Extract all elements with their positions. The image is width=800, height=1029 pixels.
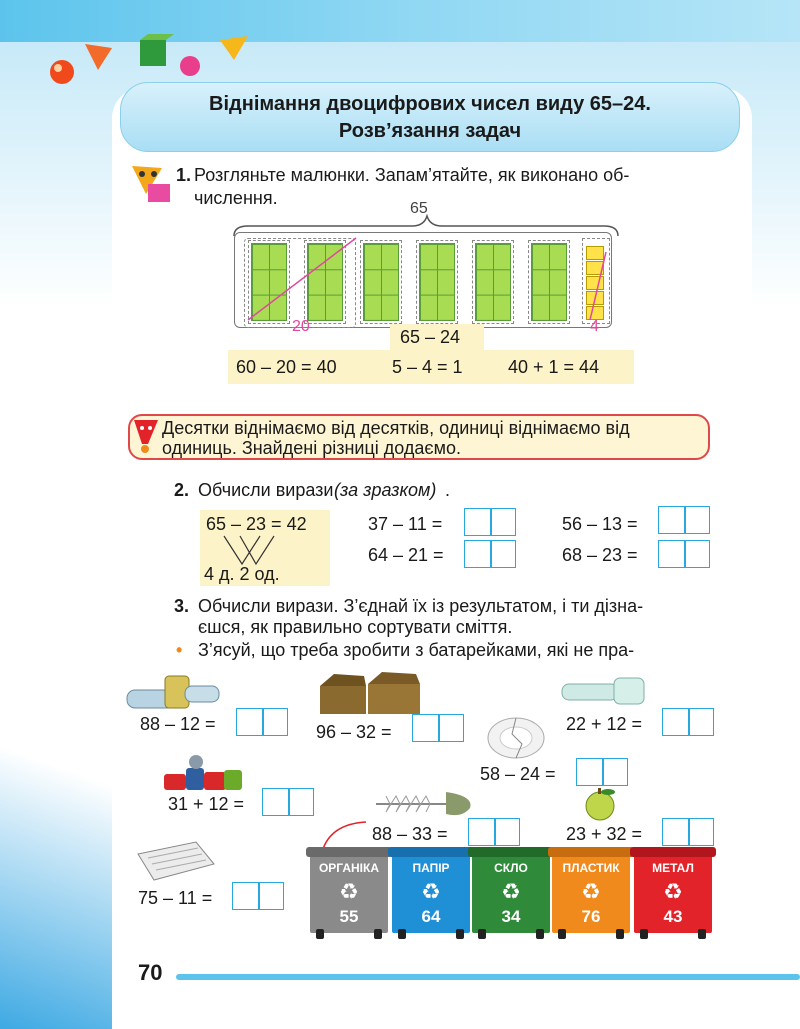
task2-hint: (за зразком)	[334, 480, 437, 500]
recycle-icon: ♻	[501, 879, 521, 904]
answer-box[interactable]	[658, 506, 710, 534]
bin-number: 34	[501, 907, 521, 926]
newspapers-picture	[134, 840, 218, 884]
answer-box[interactable]	[412, 714, 464, 742]
shapes-mascot-icon	[128, 160, 176, 204]
recycle-icon: ♻	[421, 879, 441, 904]
expr-68-23: 68 – 23 =	[562, 545, 638, 565]
title-line-1: Віднімання двоцифрових чисел виду 65–24.	[209, 93, 651, 115]
bin-plastic	[552, 853, 630, 933]
lesson-title	[120, 82, 740, 152]
sample-result: 4 д. 2 од.	[204, 564, 280, 584]
sample-equation: 65 – 23 = 42	[206, 514, 307, 534]
answer-box[interactable]	[468, 818, 520, 846]
answer-box[interactable]	[658, 540, 710, 568]
apple-core-picture	[574, 788, 626, 822]
bin-label: ПАПІР	[412, 861, 450, 875]
glass-bottles-picture	[560, 676, 650, 708]
answer-box[interactable]	[464, 540, 516, 568]
answer-box[interactable]	[236, 708, 288, 736]
expr-37-11: 37 – 11 =	[368, 514, 443, 534]
footer-line	[176, 974, 800, 980]
task3-text-line3: З’ясуй, що треба зробити з батарейками, які не пра-	[198, 640, 635, 660]
bin-label: ПЛАСТИК	[562, 861, 620, 875]
bin-label: СКЛО	[494, 861, 528, 875]
expr-75-11: 75 – 11 =	[138, 888, 213, 908]
bin-number: 76	[581, 907, 601, 926]
recycle-icon: ♻	[339, 879, 359, 904]
bin-metal	[634, 853, 712, 933]
answer-box[interactable]	[464, 508, 516, 536]
page-number: 70	[138, 960, 163, 985]
corner-decoration	[0, 600, 120, 1029]
bin-label: МЕТАЛ	[652, 861, 694, 875]
answer-box[interactable]	[662, 818, 714, 846]
equation-units: 5 – 4 = 1	[392, 357, 463, 377]
expr-22-12: 22 + 12 =	[566, 714, 643, 734]
task3-text-line2: єшся, як правильно сортувати сміття.	[198, 617, 513, 637]
task2-text: Обчисли вирази	[198, 480, 334, 500]
decorative-shapes	[40, 30, 260, 90]
cardboard-boxes-picture	[316, 672, 426, 718]
task1-number: 1.	[176, 165, 192, 185]
bin-number: 55	[339, 907, 359, 926]
tin-cans-picture	[160, 754, 246, 794]
bin-label: ОРГАНІКА	[318, 861, 380, 875]
rule-text-line2: одиниць. Знайдені різниці додаємо.	[162, 438, 461, 458]
bin-number: 64	[421, 907, 441, 926]
answer-box[interactable]	[576, 758, 628, 786]
label-4: 4	[590, 318, 599, 335]
task1-expression: 65 – 24	[400, 327, 461, 347]
expr-56-13: 56 – 13 =	[562, 514, 638, 534]
equation-tens: 60 – 20 = 40	[236, 357, 337, 377]
answer-box[interactable]	[662, 708, 714, 736]
expr-31-12: 31 + 12 =	[168, 794, 245, 814]
expr-96-32: 96 – 32 =	[316, 722, 392, 742]
broken-plate-picture	[486, 714, 548, 760]
expr-58-24: 58 – 24 =	[480, 764, 556, 784]
task1-text-line2: числення.	[194, 188, 278, 208]
fish-bones-picture	[370, 786, 476, 820]
sample-split-lines	[222, 534, 282, 566]
bin-organic	[310, 853, 388, 933]
task3-text-line1: Обчисли вирази. З’єднай їх із результатом, і ти дізна-	[198, 596, 644, 616]
task1-text-line1: Розгляньте малюнки. Запам’ятайте, як виконано об-	[194, 165, 630, 185]
bin-number: 43	[663, 907, 683, 926]
task3-number: 3.	[174, 596, 190, 616]
bin-glass	[472, 853, 550, 933]
expr-23-32: 23 + 32 =	[566, 824, 643, 844]
recycle-icon: ♻	[663, 879, 683, 904]
expr-64-21: 64 – 21 =	[368, 545, 444, 565]
expr-88-33: 88 – 33 =	[372, 824, 448, 844]
rule-text-line1: Десятки віднімаємо від десятків, одиниці віднімаємо від	[162, 418, 630, 438]
bin-paper	[392, 853, 470, 933]
crossout-lines	[240, 232, 620, 328]
bullet-icon: •	[176, 640, 183, 660]
expr-88-12: 88 – 12 =	[140, 714, 216, 734]
answer-box[interactable]	[262, 788, 314, 816]
exclamation-icon	[132, 418, 162, 454]
answer-box[interactable]	[232, 882, 284, 910]
task2-dot: .	[445, 480, 451, 500]
equation-sum: 40 + 1 = 44	[508, 357, 600, 377]
task2-number: 2.	[174, 480, 190, 500]
title-line-2: Розв’язання задач	[338, 120, 522, 142]
label-20: 20	[292, 318, 310, 335]
recycle-icon: ♻	[581, 879, 601, 904]
brace-label: 65	[410, 200, 428, 217]
